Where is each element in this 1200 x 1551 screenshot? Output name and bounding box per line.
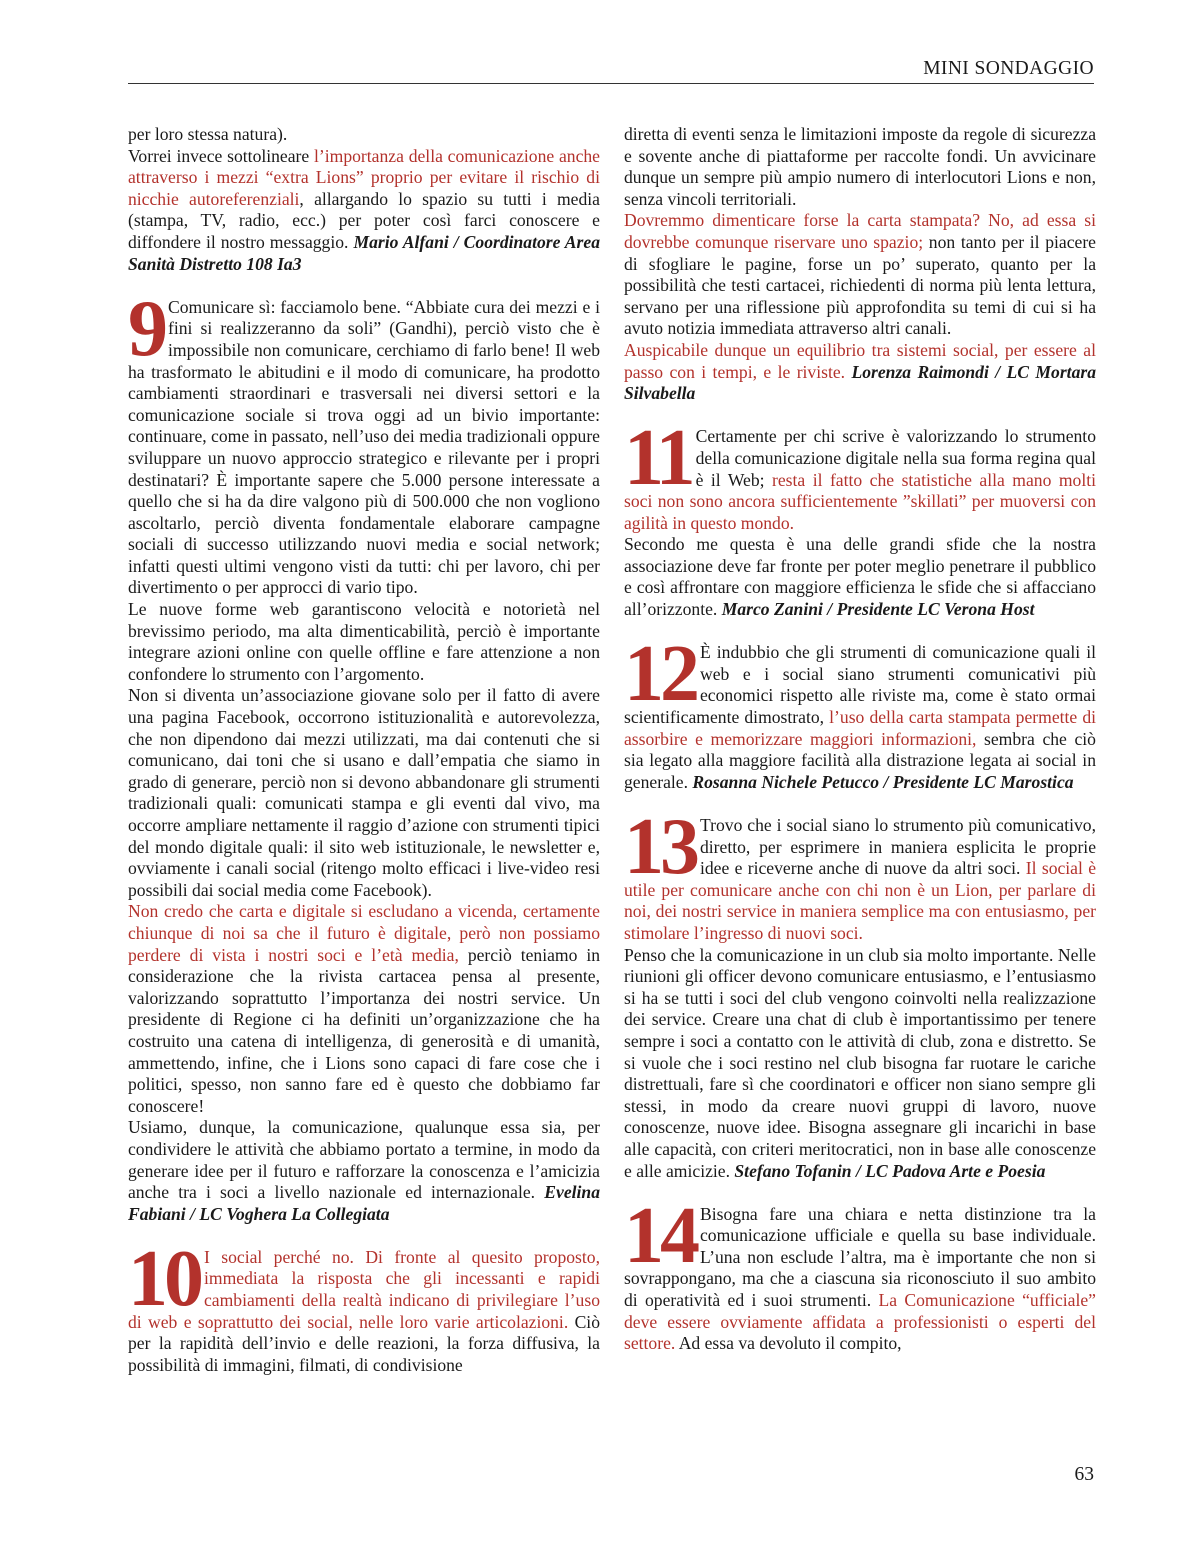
paragraph — [624, 124, 1096, 210]
paragraph — [128, 1117, 600, 1225]
highlight-text: l’uso della carta stampata permette di assorbire e memorizzare maggiori informazioni, — [624, 707, 1096, 749]
highlight-text: Auspicabile dunque un equilibrio tra sistemi social, per essere al passo con i tempi, e le riviste. — [624, 339, 1096, 382]
paragraph — [128, 124, 600, 146]
text: È indubbio che gli strumenti di comunicazione quali il web e i social siano strumenti comunicativi più economici rispetto alle riviste ma, come è stato ormai scientificamente dimostrato, — [624, 642, 1096, 728]
text: Penso che la comunicazione in un club sia molto importante. Nelle riunioni gli officer devono comunicare entusiasmo, e l’entusiasmo si ha se tutti i soci del club vengono coinvolti nella realizzazione dei service. Creare una chat di club è importantissimo per tenere sempre i soci a contatto con le attività di club, zona e distretto. Se si vuole che i soci restino nel club bisogna far ruotare le cariche distrettuali, fare sì che coordinatori e officer non siano sempre gli stessi, in modo da creare nuovi gruppi di lavoro, nuove conoscenze, nuove idee. Bisogna assegnare gli incarichi in base alle capacità, con criteri meritocratici, non in base alle conoscenze e alle amicizie. — [624, 944, 1096, 1181]
text: Usiamo, dunque, la comunicazione, qualunque essa sia, per condividere le attività che abbiamo portato a termine, in modo da generare idee per il futuro e rafforzare la conoscenza e l’amicizia anche tra i soci a livello nazionale ed internazionale. — [128, 1117, 600, 1203]
text: , allargando lo spazio su tutti i media (stampa, TV, radio, ecc.) per poter così farci conoscere e diffondere il nostro messaggio. — [128, 188, 600, 252]
paragraph — [128, 901, 600, 1117]
paragraph — [128, 685, 600, 901]
left-column — [128, 124, 600, 1376]
answer-number: 9 — [128, 284, 164, 373]
author-signature: Mario Alfani / Coordinatore Area Sanità Distretto 108 Ia3 — [128, 231, 600, 274]
author-signature: Rosanna Nichele Petucco / Presidente LC Marostica — [692, 771, 1074, 792]
answer-number: 12 — [624, 630, 696, 719]
paragraph — [624, 534, 1096, 620]
paragraph — [624, 340, 1096, 405]
text: Le nuove forme web garantiscono velocità e notorietà nel brevissimo periodo, ma alta dimenticabilità, perciò è importante integrare azioni online con quelle offline e fare attenzione a non confondere lo strumento con l’argomento. — [128, 599, 600, 684]
text: Bisogna fare una chiara e netta distinzione tra la comunicazione ufficiale e quella su base individuale. L’una non esclude l’altra, ma è importante che non si sovrappongano, ma che a ciascuna sia riconosciuto il suo ambito di operatività ed i suoi strumenti. — [624, 1203, 1096, 1311]
highlight-text: resta il fatto che statistiche alla mano molti soci non sono ancora sufficientemente ”skillati” per muoversi con agilità in questo mondo. — [624, 469, 1096, 533]
author-signature: Lorenza Raimondi / LC Mortara Silvabella — [624, 361, 1097, 404]
answer-14 — [624, 1191, 1096, 1355]
answer-10 — [128, 1234, 600, 1377]
author-signature: Marco Zanini / Presidente LC Verona Host — [721, 599, 1035, 620]
paragraph — [624, 414, 1096, 534]
answer-number: 10 — [128, 1234, 200, 1323]
text: Secondo me questa è una delle grandi sfide che la nostra associazione deve far fronte per poter meglio penetrare il pubblico e così affrontare con maggiore efficienza le sfide che si affacciano all’orizzonte. — [624, 534, 1096, 620]
answer-11 — [624, 414, 1096, 620]
text: Certamente per chi scrive è valorizzando lo strumento della comunicazione digitale nella sua forma regina qual è il Web; — [695, 426, 1096, 490]
text: Ad essa va devoluto il compito, — [675, 1333, 902, 1354]
paragraph — [128, 146, 600, 276]
paragraph — [128, 1234, 600, 1377]
paragraph — [128, 284, 600, 599]
paragraph — [624, 803, 1097, 945]
highlight-text: l’importanza della comunicazione anche attraverso i mezzi “extra Lions” proprio per evitare il rischio di nicchie autoreferenziali — [128, 145, 600, 209]
author-signature: Evelina Fabiani / LC Voghera La Collegiata — [128, 1182, 600, 1224]
author-signature: Stefano Tofanin / LC Padova Arte e Poesia — [734, 1160, 1046, 1181]
answer-9 — [128, 284, 601, 1226]
answer-13 — [624, 803, 1097, 1182]
text: perciò teniamo in considerazione che la rivista cartacea pensa al presente, valorizzando soprattutto l’importanza dei nostri service. Un presidente di Regione ci ha definiti un’organizzazione che ha costruito una catena di intelligenza, di generosità e di umanità, ammettendo, infine, che i Lions sono capaci di fare cose che i politici, spesso, non sanno fare ed è questo che dobbiamo far conoscere! — [128, 944, 601, 1116]
text: Non si diventa un’associazione giovane solo per il fatto di avere una pagina Facebook, occorrono istituzionalità e autorevolezza, che non dipendono dai mezzi utilizzati, ma dai contenuti che si comunicano, dai toni che si usano e dall’empatia che siamo in grado di generare, perciò non si devono abbandonare gli strumenti tradizionali quali: comunicati stampa e gli eventi dal vivo, ma occorre ampliare nettamente il raggio d’azione con strumenti tipici del mondo digitale quali: il sito web istituzionale, le newsletter e, ovviamente i canali social (ritengo molto efficaci i live-video resi possibili dai social media come Facebook). — [128, 685, 600, 900]
paragraph — [128, 599, 600, 685]
text: Ciò per la rapidità dell’invio e delle reazioni, la forza diffusiva, la possibilità di immagini, filmati, di condivisione — [128, 1311, 600, 1375]
answer-number: 13 — [624, 803, 696, 891]
highlight-text: La Comunicazione “ufficiale” deve essere ovviamente affidata a professionisti o esperti del settore. — [624, 1290, 1096, 1354]
text: Vorrei invece sottolineare — [128, 145, 315, 166]
page-number: 63 — [1074, 1464, 1094, 1485]
section-label: MINI SONDAGGIO — [923, 58, 1094, 79]
right-column — [624, 124, 1096, 1355]
text: Comunicare sì: facciamolo bene. “Abbiate cura dei mezzi e i fini si realizzeranno da soli” (Gandhi), perciò visto che è impossibile non comunicare, cerchiamo di farlo bene! Il web ha trasformato le abitudini e il modo di comunicare, ha prodotto cambiamenti straordinari e trasversali nei diversi settori e la comunicazione sociale si trova oggi ad un bivio importante: continuare, come in passato, nell’uso dei media tradizionali oppure sviluppare un nuovo approccio strategico e rilevante per i propri destinatari? È importante sapere che 5.000 persone interessate a quello che si ha da dire valgono più di 500.000 che non vogliono ascoltarlo, perciò diventa fondamentale elaborare campagne sociali di successo utilizzando nuovi media e social network; infatti questi ultimi vengono visti da tutti: chi per lavoro, chi per divertimento o per approcci di vario tipo. — [128, 296, 600, 598]
answer-number: 11 — [624, 414, 692, 503]
paragraph — [624, 945, 1096, 1183]
highlight-text: Il social è utile per comunicare anche con chi non è un Lion, per parlare di noi, dei nostri service in maniera semplice ma con entusiasmo, per stimolare l’ingresso di nuovi soci. — [624, 858, 1097, 943]
text: per loro stessa natura). — [128, 124, 288, 144]
text: Trovo che i social siano lo strumento più comunicativo, diretto, per esprimere in maniera esplicita le proprie idee e riceverne anche di nuove da altri soci. — [700, 815, 1096, 879]
answer-12 — [624, 630, 1096, 793]
text: sembra che ciò sia legato alla maggiore facilità alla distrazione legata ai social in generale. — [624, 728, 1096, 792]
paragraph — [624, 1191, 1096, 1355]
header-rule — [128, 83, 1094, 84]
highlight-text: Non credo che carta e digitale si escludano a vicenda, certamente chiunque di noi sa che il futuro è digitale, però non possiamo perdere di vista i nostri soci e l’età media, — [128, 901, 600, 965]
paragraph — [624, 210, 1096, 340]
paragraph — [624, 630, 1096, 793]
text: diretta di eventi senza le limitazioni imposte da regole di sicurezza e sovente anche di piattaforme per raccolte fondi. Un avvicinare dunque un sempre più ampio numero di interlocutori Lions e non, senza vincoli territoriali. — [624, 124, 1096, 209]
text: non tanto per il piacere di sfogliare le pagine, forse un po’ superato, quanto per la possibilità che testi cartacei, richiedenti di norma più lenta lettura, servano per una riflessione più approfondita su temi di cui si ha avuto notizia immediata attraverso altri canali. — [624, 231, 1096, 339]
answer-number: 14 — [624, 1191, 696, 1280]
highlight-text: I social perché no. Di fronte al quesito proposto, immediata la risposta che gli incessanti e rapidi cambiamenti della realtà indicano di privilegiare l’uso di web e soprattutto dei social, nelle loro varie articolazioni. — [128, 1246, 600, 1332]
highlight-text: Dovremmo dimenticare forse la carta stampata? No, ad essa si dovrebbe comunque riservare uno spazio; — [624, 210, 1096, 252]
